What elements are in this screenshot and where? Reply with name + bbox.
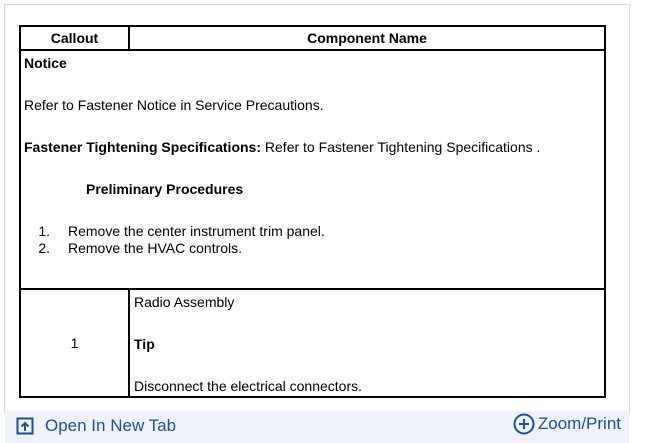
zoom-plus-icon: [513, 413, 535, 435]
preliminary-steps-list: [24, 223, 600, 257]
list-item: [24, 223, 600, 240]
fastener-spec-text: Refer to Fastener Tightening Specifications .: [261, 139, 541, 155]
notice-row: [20, 50, 605, 289]
step-text: Remove the HVAC controls.: [68, 240, 243, 256]
action-bar: [5, 411, 629, 443]
procedure-frame: [4, 4, 630, 413]
open-in-new-tab-label: Open In New Tab: [45, 416, 177, 435]
step-number: 1.: [38, 223, 50, 239]
zoom-print-link[interactable]: [513, 413, 621, 435]
tip-title: Tip: [134, 336, 155, 352]
step-text: Remove the center instrument trim panel.: [68, 223, 325, 239]
table-header-row: [20, 26, 605, 50]
open-new-tab-icon: [16, 417, 34, 435]
step-number: 2.: [38, 240, 50, 256]
notice-title: Notice: [24, 55, 67, 71]
component-name: Radio Assembly: [134, 294, 235, 310]
notice-cell: [20, 50, 605, 289]
callout-header: Callout: [20, 26, 129, 50]
fastener-spec: [24, 139, 600, 155]
fastener-spec-label: Fastener Tightening Specifications:: [24, 139, 262, 155]
notice-text: Refer to Fastener Notice in Service Precautions.: [24, 97, 324, 113]
list-item: [24, 240, 600, 257]
component-name-header: Component Name: [129, 26, 605, 50]
open-in-new-tab-link[interactable]: [16, 416, 176, 436]
tip-text: Disconnect the electrical connectors.: [134, 378, 362, 394]
callout-number: 1: [20, 289, 129, 397]
procedure-table: [19, 25, 606, 398]
preliminary-procedures-title: Preliminary Procedures: [86, 181, 244, 197]
component-cell: [129, 289, 605, 397]
zoom-print-label: Zoom/Print: [537, 414, 621, 433]
table-row: [20, 289, 605, 397]
